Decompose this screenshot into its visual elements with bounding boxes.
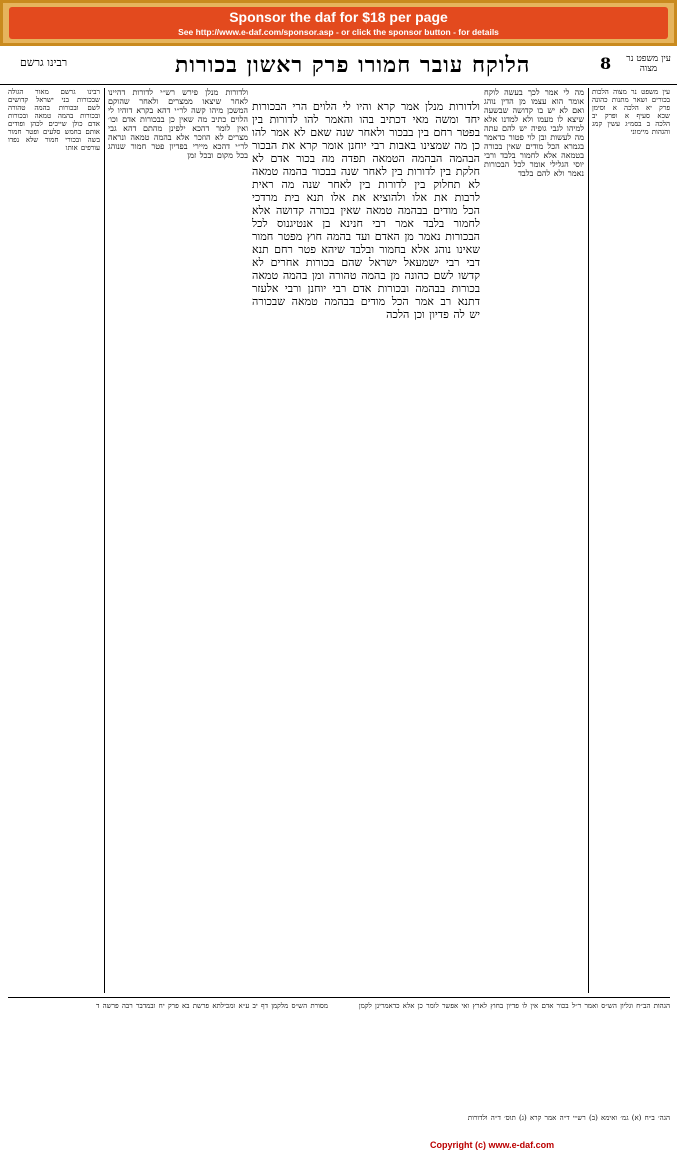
- tosafot-column: [108, 88, 248, 993]
- divider: [588, 88, 589, 993]
- left-commentary-text: רבינו גרשם מאור הגולה שבכורות בני ישראל קדושים לשם ובכורות בהמה טהורה ובכורות בהמה טמאה ובכורות אדם כולן שייכים לכהן ופודים אותם בחמש סלעים ופטר חמור בשה ובכורי חמור שלא נפדו עורפים אותו: [8, 88, 100, 152]
- right-side-note: עין משפט נר מצוה: [626, 54, 671, 74]
- sponsor-headline: Sponsor the daf for $18 per page: [229, 9, 448, 25]
- sponsor-banner[interactable]: [0, 0, 677, 46]
- bottom-center-notes: [336, 1114, 670, 1136]
- sponsor-button[interactable]: [9, 7, 668, 39]
- divider: [8, 997, 670, 998]
- tosafot-text: ולדורות מנלן פירש רש״י לדורות דהיינו לאחר שיצאו ממצרים ולאחר שהוקם המשכן מיהו קשה לר״י דהא בקרא דוהיו לי הלוים כתיב מה שאין כן בבכורות אדם וכו׳ ואין לומר דהכא ילפינן מהתם דהא גבי מצרים לא הוזכר אלא בהמה טמאה ונראה לר״י דהכא מיירי בפדיון פטר חמור שנוהג בכל מקום ובכל זמן: [108, 88, 248, 160]
- page-header: [0, 50, 677, 85]
- main-text-column: [252, 100, 480, 990]
- rashi-text: מה לי אמר לכך בעשה לוקח אומר הוא עצמו מן הדין נוהג ואם לא יש בו קדושה שבשעה שיצא לו מעמו ולא למדנו אלא למיהו לגבי גופיה יש להם עתה מה לעשות ובן לוי פטור כדאמר בגמרא הכל מודים שאין בכורה בטמאה אלא לחמור בלבד ורבי יוסי הגלילי אומר לכל הבכורות נאמר ולא להם בלבד: [484, 88, 584, 178]
- divider: [104, 88, 105, 993]
- bottom-left-notes: [8, 1002, 328, 1132]
- bottom-right-notes: [336, 1002, 670, 1112]
- right-margin-column: [592, 88, 670, 993]
- copyright-link[interactable]: Copyright (c) www.e-daf.com: [430, 1140, 555, 1150]
- left-commentary-column: [8, 88, 100, 993]
- bottom-right-text: הגהות הב״ח וגליון הש״ס ואמר ר״ל בכור אדם אין לו פדיון בחוץ לארץ ואי אפשר לומר כן אלא כדאמרינן לקמן: [358, 1002, 670, 1010]
- left-running-head: רבינו גרשם: [20, 56, 68, 69]
- page-number: 8: [600, 54, 612, 73]
- main-gemara-text: ולדורות מנלן אמר קרא והיו לי הלוים הרי הבכורות יחד ומשה מאי דכתיב בהו והאמר להו לדורות בין בפטר רחם בין בבכור ולאחר שנה שאם לא אמר להו כן מה שמצינו באבות רבי יוחנן אומר קרא את הבכור הבהמה הבהמה הטמאה תפדה מה בכור אדם לא חלקת בין לדורות בין לאחר שנה בבכור בהמה טמאה לא תחלוק בין לדורות בין לאחר שנה מה ראית לרבות את אלו ולהוציא את אלו תנא בית מרדכי הכל מודים בבהמה טמאה שאין בכורה קדושה אלא לחמור בלבד אמר רבי חנינא בן אנטיגנוס לכל הבכורות נאמר מן האדם ועד בהמה חוץ מפטר חמור שאינו נוהג אלא בחמור ובלבד שיהא פטר רחם תנא דבי רבי ישמעאל ישראל שהם בכורות אחרים לא קדשו לשם כהונה מן בהמה טהורה ומן בהמה טמאה בכורות בבהמה ובכורות אדם רבי יוחנן ורבי אלעזר דתנא רב אמר הכל מודים בבהמה טמאה שבכורה יש לה פדיון וכן הלכה: [252, 100, 480, 321]
- sponsor-details: See http://www.e-daf.com/sponsor.asp - or click the sponsor button - for details: [178, 27, 499, 37]
- bottom-left-text: מסורת הש״ס מלקמן דף יב ע״א ומכילתא פרשת בא פרק יח ובמדבר רבה פרשה ד: [96, 1002, 328, 1010]
- rashi-column: [484, 88, 584, 993]
- page-title: הלוקח עובר חמורו פרק ראשון בכורות: [175, 52, 531, 78]
- bottom-center-text: הגה׳ ב״ח (א) גמ׳ ואימא (ב) רש״י ד״ה אמר קרא (ג) תוס׳ ד״ה ולדורות: [467, 1114, 670, 1122]
- right-margin-text: עין משפט נר מצוה הלכות בכורים ושאר מתנות כהונה פרק יא הלכה א וסימן שכא סעיף א ופרק יב הלכה ב בסמ״ג עשין קמג והגהות מיימוני: [592, 88, 670, 136]
